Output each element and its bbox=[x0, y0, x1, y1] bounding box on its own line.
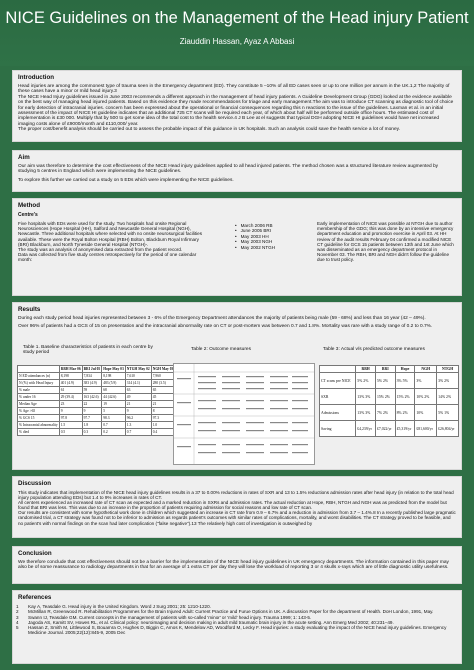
table-cell: 7,960 bbox=[151, 373, 175, 380]
table-cell: 3% bbox=[415, 373, 437, 389]
table-row bbox=[18, 415, 175, 422]
table-cell: 8,198 bbox=[102, 373, 126, 380]
introduction-section bbox=[12, 70, 462, 142]
table-cell: SXR bbox=[320, 389, 356, 405]
table-cell: 1.5 bbox=[59, 422, 82, 429]
table-header-cell: RBH Mar 06 bbox=[60, 367, 81, 371]
table-cell: 9 bbox=[125, 408, 151, 415]
table-cell: 8,198 bbox=[59, 373, 82, 380]
table-cell: % Age >65 bbox=[18, 408, 60, 415]
table-cell: % GCS 15 bbox=[18, 415, 60, 422]
table-cell: 14% 2% bbox=[437, 389, 459, 405]
table-cell: 383 (4.9) bbox=[82, 380, 102, 387]
reference-text: Jagoda AS, Kamitt SV, Howes RL, et al. Clinical policy: neuroimaging and decision making in adult mild traumatic brain injury in the acute setting. Ann Emerg Med 2002; 40:231–49. bbox=[28, 619, 394, 625]
table-header-cell bbox=[320, 366, 356, 373]
table-cell: 7,834 bbox=[82, 373, 102, 380]
table-cell: 7,610 bbox=[125, 373, 151, 380]
table-header-row bbox=[320, 366, 459, 373]
table-row bbox=[18, 394, 175, 401]
conclusion-heading: Conclusion bbox=[18, 550, 52, 557]
table-cell: 63 bbox=[125, 387, 151, 394]
table-row bbox=[18, 429, 175, 436]
table-cell: 61 bbox=[59, 387, 82, 394]
method-date-item: • March 2006 RB bbox=[235, 223, 315, 228]
table-row bbox=[18, 373, 175, 380]
method-subheading: Centre's bbox=[18, 212, 38, 218]
table3-actual-vs-predicted bbox=[319, 365, 459, 437]
table-cell: 314 (4.1) bbox=[125, 380, 151, 387]
table-cell: Saving bbox=[320, 421, 356, 437]
table-cell: 3% 5% bbox=[395, 373, 415, 389]
conclusion-section bbox=[12, 546, 462, 584]
table-cell: 7% 2% bbox=[375, 405, 395, 421]
table-header-cell: NTGH May 02 bbox=[126, 367, 150, 371]
aim-body-1: Our aim was therefore to determine the cost effectiveness of the NICE Head injury guidelines applied to all head injured patients. The method chosen was a structured literature review augmented by studying 5 centres in England which were implementing the NICE guidelines. bbox=[18, 164, 439, 175]
table-cell: 5% 2% bbox=[356, 373, 376, 389]
table-cell: 49 bbox=[125, 394, 151, 401]
table-cell: £26,804/yr bbox=[437, 421, 459, 437]
method-date-item: • June 2005 BRI bbox=[235, 228, 315, 233]
table-header-row bbox=[18, 366, 175, 373]
reference-item: 2 McMillan R, Greenwood R. Rehabilitation Programmes for the Brain Injured Adult: Current Practice and Furue Options in UK. A discussion Paper for the department of Health. DoH London, 1991, May. bbox=[16, 609, 434, 615]
table-cell: % died bbox=[18, 429, 60, 436]
table-cell: 13% 3% bbox=[356, 405, 376, 421]
table-cell: 98.3 bbox=[102, 415, 126, 422]
table-cell: £5,319/yr bbox=[395, 421, 415, 437]
reference-text: Hassan Z, Smith M, Littlewood S, Bouamra O, Hughes D, Biggin C, Amos K, Mendelow AD, Woodford M, Lecky F. Head injuries: a study evaluating the impact of the NICE head injury guidelines. Emergency Medicine Journal. 2005;22(12):845-9, 2005 Dec bbox=[28, 625, 447, 636]
table-cell: £7,022/yr bbox=[375, 421, 395, 437]
table-cell: 483 (5.9) bbox=[102, 380, 126, 387]
table-header-cell: NGH bbox=[415, 366, 437, 373]
aim-body-2: To explore this further we carried out a study on 5 EDs which were implementing the NICE guidelines. bbox=[18, 177, 234, 183]
table-cell: 1.8 bbox=[82, 422, 102, 429]
table-cell: 5% 1% bbox=[437, 405, 459, 421]
reference-text: McMillan R, Greenwood R. Rehabilitation Programmes for the Brain Injured Adult: Current Practice and Furue Options in UK. A discussion Paper for the department of Health. DoH London, 1991, May. bbox=[28, 609, 434, 615]
method-date-item: • May 2003 HH bbox=[235, 234, 315, 239]
results-paragraph-1: During each study period head injuries represented between 3 - 6% of the Emergency Department attendances the majority of patients being male (59 - 68%) and less than 16 year (42 – 49%). bbox=[18, 316, 426, 321]
table-cell: % Intracranial abnormality bbox=[19, 423, 58, 427]
table-row bbox=[18, 380, 175, 387]
table-cell: 21 bbox=[151, 401, 175, 408]
table1-baseline bbox=[17, 365, 175, 436]
table-cell: 280 (3.5) bbox=[151, 380, 175, 387]
table-cell: £4,239/yr bbox=[356, 421, 376, 437]
poster-header bbox=[0, 0, 474, 66]
discussion-heading: Discussion bbox=[18, 480, 52, 487]
table-cell: 97.7 bbox=[82, 415, 102, 422]
discussion-body: This study indicates that implementation of the NICE head injury guidelines results in a 37 to 0.00% reductions in rates of SXR and 13 to 1.5% reductions admission rates after head injury (in relation to the total head injury population attending EDs) but 1.4 to 9% increases in rates of CT. All centers experienced an increased rate of CT scan as expected and a marked reduction in SXRs and admission rates. The actual reduction at Hope, RBH, NTGH and NGH was as predicted from the model but found that BRI was less. This was due to an increase in the proportion of patients requiring admission for social reasons and low rate of CT scan. Our results are consistent with some hypothetical work done in children which suggested an increase in CT rate from 0.9 – 6.7% and a reduction in admission from 3.7 – 1.4%.8 In a recently published large pragmatic randomised trial, a CT strategy was found not to be inferior to admission as regards patient's outcomes with similar rates of complications, mortality, and worst disabilities. The CT strategy proved to be feasible, and no patient's with normal findings on the scan had later complication ("false negative").13 The relatively high cost of investigation is outweighed by bbox=[18, 490, 456, 526]
reference-item: 3 Swann IJ, Teasdale GM. Current concepts in the management of patients with so-called 'minor' or 'mild' head injury. Trauma 1999; 1: 143-5. bbox=[16, 614, 312, 620]
table-header-cell: BRI bbox=[375, 366, 395, 373]
introduction-body: Head injuries are among the commonest type of trauma seen in the Emergency department (ED). They constitute 5 –10% of all ED cases seen or up to one million per annum in the UK.1,2 The majority of these cases have a minor or mild head injury.3 The NICE Head Injury guidelines issued in June 2003 recommends a different approach in the management of head injury patients. A Guideline Development Group (GDG) looked at the evidence available on the best way of managing head injured patients. Based on this evidence they made recommendations for triage and early management.The aim was to introduce CT scanning as diagnostic tool of choice for early detection of intracranial injuries. concern has been expressed about the operational or financial consequences regarding this n reactions to the issue of the guidelines. Laxman et al. in an initial assessment of the impact of NICE HI guideline indicates that an additional 725 CT scans will be required each year, of which about half will be performed outside office hours. The estimated cost of implementation is £30 000. Multiply that by 500 to get some idea of the total cost to the health service.4 J B Lee at el suggests that typical DGH adopting NICE HI guidelines would have net increased imaging costs alone of £9000/month and £110,000/ year. The proper cost/benefit analysis should be carried out to assess the probable impact of this guidance in UK hospitals. Such an analysis could save the health service a lot of money. bbox=[18, 84, 454, 133]
results-paragraph-2: Over 96% of patients had a GCS of 15 on presentation and the intracranial abnormality rate on CT or post-mortem was between 0.7 and 1.8%. Mortality was rare with a study range of 0.2 to 0.7%. bbox=[18, 324, 433, 330]
aim-heading: Aim bbox=[18, 154, 30, 161]
table-cell: 5 bbox=[102, 408, 126, 415]
table-cell: 68 bbox=[102, 387, 126, 394]
table-cell: 65 bbox=[151, 387, 175, 394]
table-cell: 1.0 bbox=[151, 422, 175, 429]
introduction-heading: Introduction bbox=[18, 74, 55, 81]
table-cell: 0.7 bbox=[102, 422, 126, 429]
table-cell: 401 (4.9) bbox=[59, 380, 82, 387]
table-header-cell bbox=[18, 366, 60, 373]
table2-outcome-measures bbox=[173, 363, 315, 465]
table-header-cell: Hope May 03 bbox=[103, 367, 124, 371]
method-heading: Method bbox=[18, 202, 40, 209]
table-cell: 9 bbox=[59, 408, 82, 415]
table3-caption: Table 3: Actual v/s predicted outcome measures bbox=[323, 347, 425, 352]
table1-caption: Table 1. Baseline characteristics of patients in each centre by study period bbox=[23, 345, 153, 356]
table-cell: 13% 3% bbox=[356, 389, 376, 405]
table-cell: 0.4 bbox=[151, 429, 175, 436]
method-date-item: • May 2003 NGH bbox=[235, 239, 315, 244]
table-header-cell: NTGH bbox=[437, 366, 459, 373]
table-cell: Admissions bbox=[320, 405, 356, 421]
reference-text: Kay A, Teasdale G. Head injury in the United Kingdom. Word J Surg 2001; 25: 1210-1220. bbox=[28, 604, 211, 609]
table-cell: 97.8 bbox=[59, 415, 82, 422]
method-date-item: • May 2002 NTGH bbox=[235, 245, 315, 250]
table-cell: 23 bbox=[59, 401, 82, 408]
results-heading: Results bbox=[18, 306, 41, 313]
aim-section bbox=[12, 150, 462, 192]
table-cell: 10% 2% bbox=[415, 389, 437, 405]
table-header-cell: NGH May 03 bbox=[152, 367, 174, 371]
table-row bbox=[18, 401, 175, 408]
method-left-text: Five hospitals with EDs were used for the study. Two hospitals had onsite Regional Neurosciences (Hope Hospital (HH), Salford and Newcastle General Hospital (NGH), Newcastle. Three additional hospitals where selected with no onsite neurosurgical facilities available. These were the Royal Bolton Hospital (RBH) Bolton, Blackburn Royal Infirmary (BRI) Blackburn, and North Tyneside General Hospital (NTGH)-. The study was an analysis of anonymised data extracted from the patient record. Data was collected from five study centres retrospectively for the period of one calendar month: bbox=[18, 221, 203, 263]
method-dates-list bbox=[235, 223, 315, 250]
table-cell: 0.2 bbox=[102, 429, 126, 436]
table-cell: 3% 2% bbox=[437, 373, 459, 389]
table-cell: 0.7 bbox=[125, 429, 151, 436]
references-section bbox=[12, 590, 462, 664]
table-cell: 19 bbox=[102, 401, 126, 408]
table-cell: N (%) with Head Injury bbox=[18, 380, 60, 387]
table-cell: 15% 2% bbox=[375, 389, 395, 405]
table-cell: 9 bbox=[82, 408, 102, 415]
table-cell: 22 bbox=[82, 401, 102, 408]
table-row bbox=[320, 405, 459, 421]
table-header-cell: RBH bbox=[356, 366, 376, 373]
table-cell: Median Age bbox=[18, 401, 60, 408]
method-section bbox=[12, 198, 462, 296]
table-row bbox=[18, 387, 175, 394]
conclusion-body: We therefore conclude that cost effectiveness should not be a barrier for the implementation of the NICE head injury guidelines in UK emergency departments. The information contained in this paper may also be of some reassurance to radiology departments in that for an average of 1 extra CT per day they will lose the workload of reporting 3 or 4 skulls x-rays which are of little diagnostic utility usefulness. bbox=[18, 560, 449, 571]
table-cell: 1.3 bbox=[125, 422, 151, 429]
table-cell: N ED attendances (n) bbox=[18, 373, 60, 380]
table-row bbox=[18, 408, 175, 415]
table-header-cell: Hope bbox=[395, 366, 415, 373]
table-cell: 59 bbox=[82, 387, 102, 394]
table-cell: 0.5 bbox=[59, 429, 82, 436]
table-cell: 21 bbox=[125, 401, 151, 408]
results-section bbox=[12, 302, 462, 470]
table-cell: £81,600/yr bbox=[415, 421, 437, 437]
reference-item: 1 Kay A, Teasdale G. Head injury in the United Kingdom. Word J Surg 2001; 25: 1210-1220. bbox=[16, 604, 211, 609]
table-cell: % male bbox=[18, 387, 60, 394]
table-row bbox=[320, 421, 459, 437]
references-heading: References bbox=[18, 594, 52, 601]
table-row bbox=[320, 373, 459, 389]
poster-authors: Ziauddin Hassan, Ayaz A Abbasi bbox=[179, 37, 295, 46]
reference-item: 5 Hassan Z, Smith M, Littlewood S, Bouamra O, Hughes D, Biggin C, Amos K, Mendelow AD, Woodford M, Lecky F. Head injuries: a study evaluating the impact of the NICE head injury guidelines. Emergency Medicine Journal. 2005;22(12):845-9, 2005 Dec bbox=[16, 625, 447, 636]
reference-item: 4 Jagoda AS, Kamitt SV, Howes RL, et al. Clinical policy: neuroimaging and decision making in adult mild traumatic brain injury in the acute setting. Ann Emerg Med 2002; 40:231–49. bbox=[16, 619, 394, 625]
table-cell: 8 bbox=[151, 408, 175, 415]
table-header-cell: BRI Jul 05 bbox=[83, 367, 101, 371]
reference-text: Swann IJ, Teasdale GM. Current concepts in the management of patients with so-called 'minor' or 'mild' head injury. Trauma 1999; 1: 143-5. bbox=[28, 614, 312, 620]
table-cell: 5% 2% bbox=[375, 373, 395, 389]
table-cell: 8% 2% bbox=[395, 405, 415, 421]
table-cell: 15% 2% bbox=[395, 389, 415, 405]
table-row bbox=[320, 389, 459, 405]
table-cell: 97.3 bbox=[151, 415, 175, 422]
table2-caption: Table 2: Outcome measures bbox=[191, 347, 251, 352]
table-row bbox=[18, 422, 175, 429]
table-cell: 29 (39.4) bbox=[59, 394, 82, 401]
table-cell: 0.3 bbox=[82, 429, 102, 436]
table-cell: 45 bbox=[151, 394, 175, 401]
discussion-section bbox=[12, 476, 462, 538]
table-cell: 96.2 bbox=[125, 415, 151, 422]
table-cell: % under 16 bbox=[18, 394, 60, 401]
table-cell: 44 (42.6) bbox=[102, 394, 126, 401]
table-cell: CT scans pre NICE bbox=[320, 373, 356, 389]
poster-title: NICE Guidelines on the Management of the Head injury Patient bbox=[5, 10, 469, 27]
table-cell: 163 (42.6) bbox=[82, 394, 102, 401]
method-right-text: Early implementation of NICE was possible at NTGH due to author membership of the GDG; this was done by an intensive emergency department education and promotion exercise in April 03. At HH review of the audit results February 04 confirmed a modified NICE CT guideline for GCS 15 patients between 13th and 1st June which was disseminated as an emergency department protocol in November 03. The RBH, BRI and NGH didn't follow the guideline due to trust policy. bbox=[317, 221, 454, 263]
table-cell: 10% bbox=[415, 405, 437, 421]
